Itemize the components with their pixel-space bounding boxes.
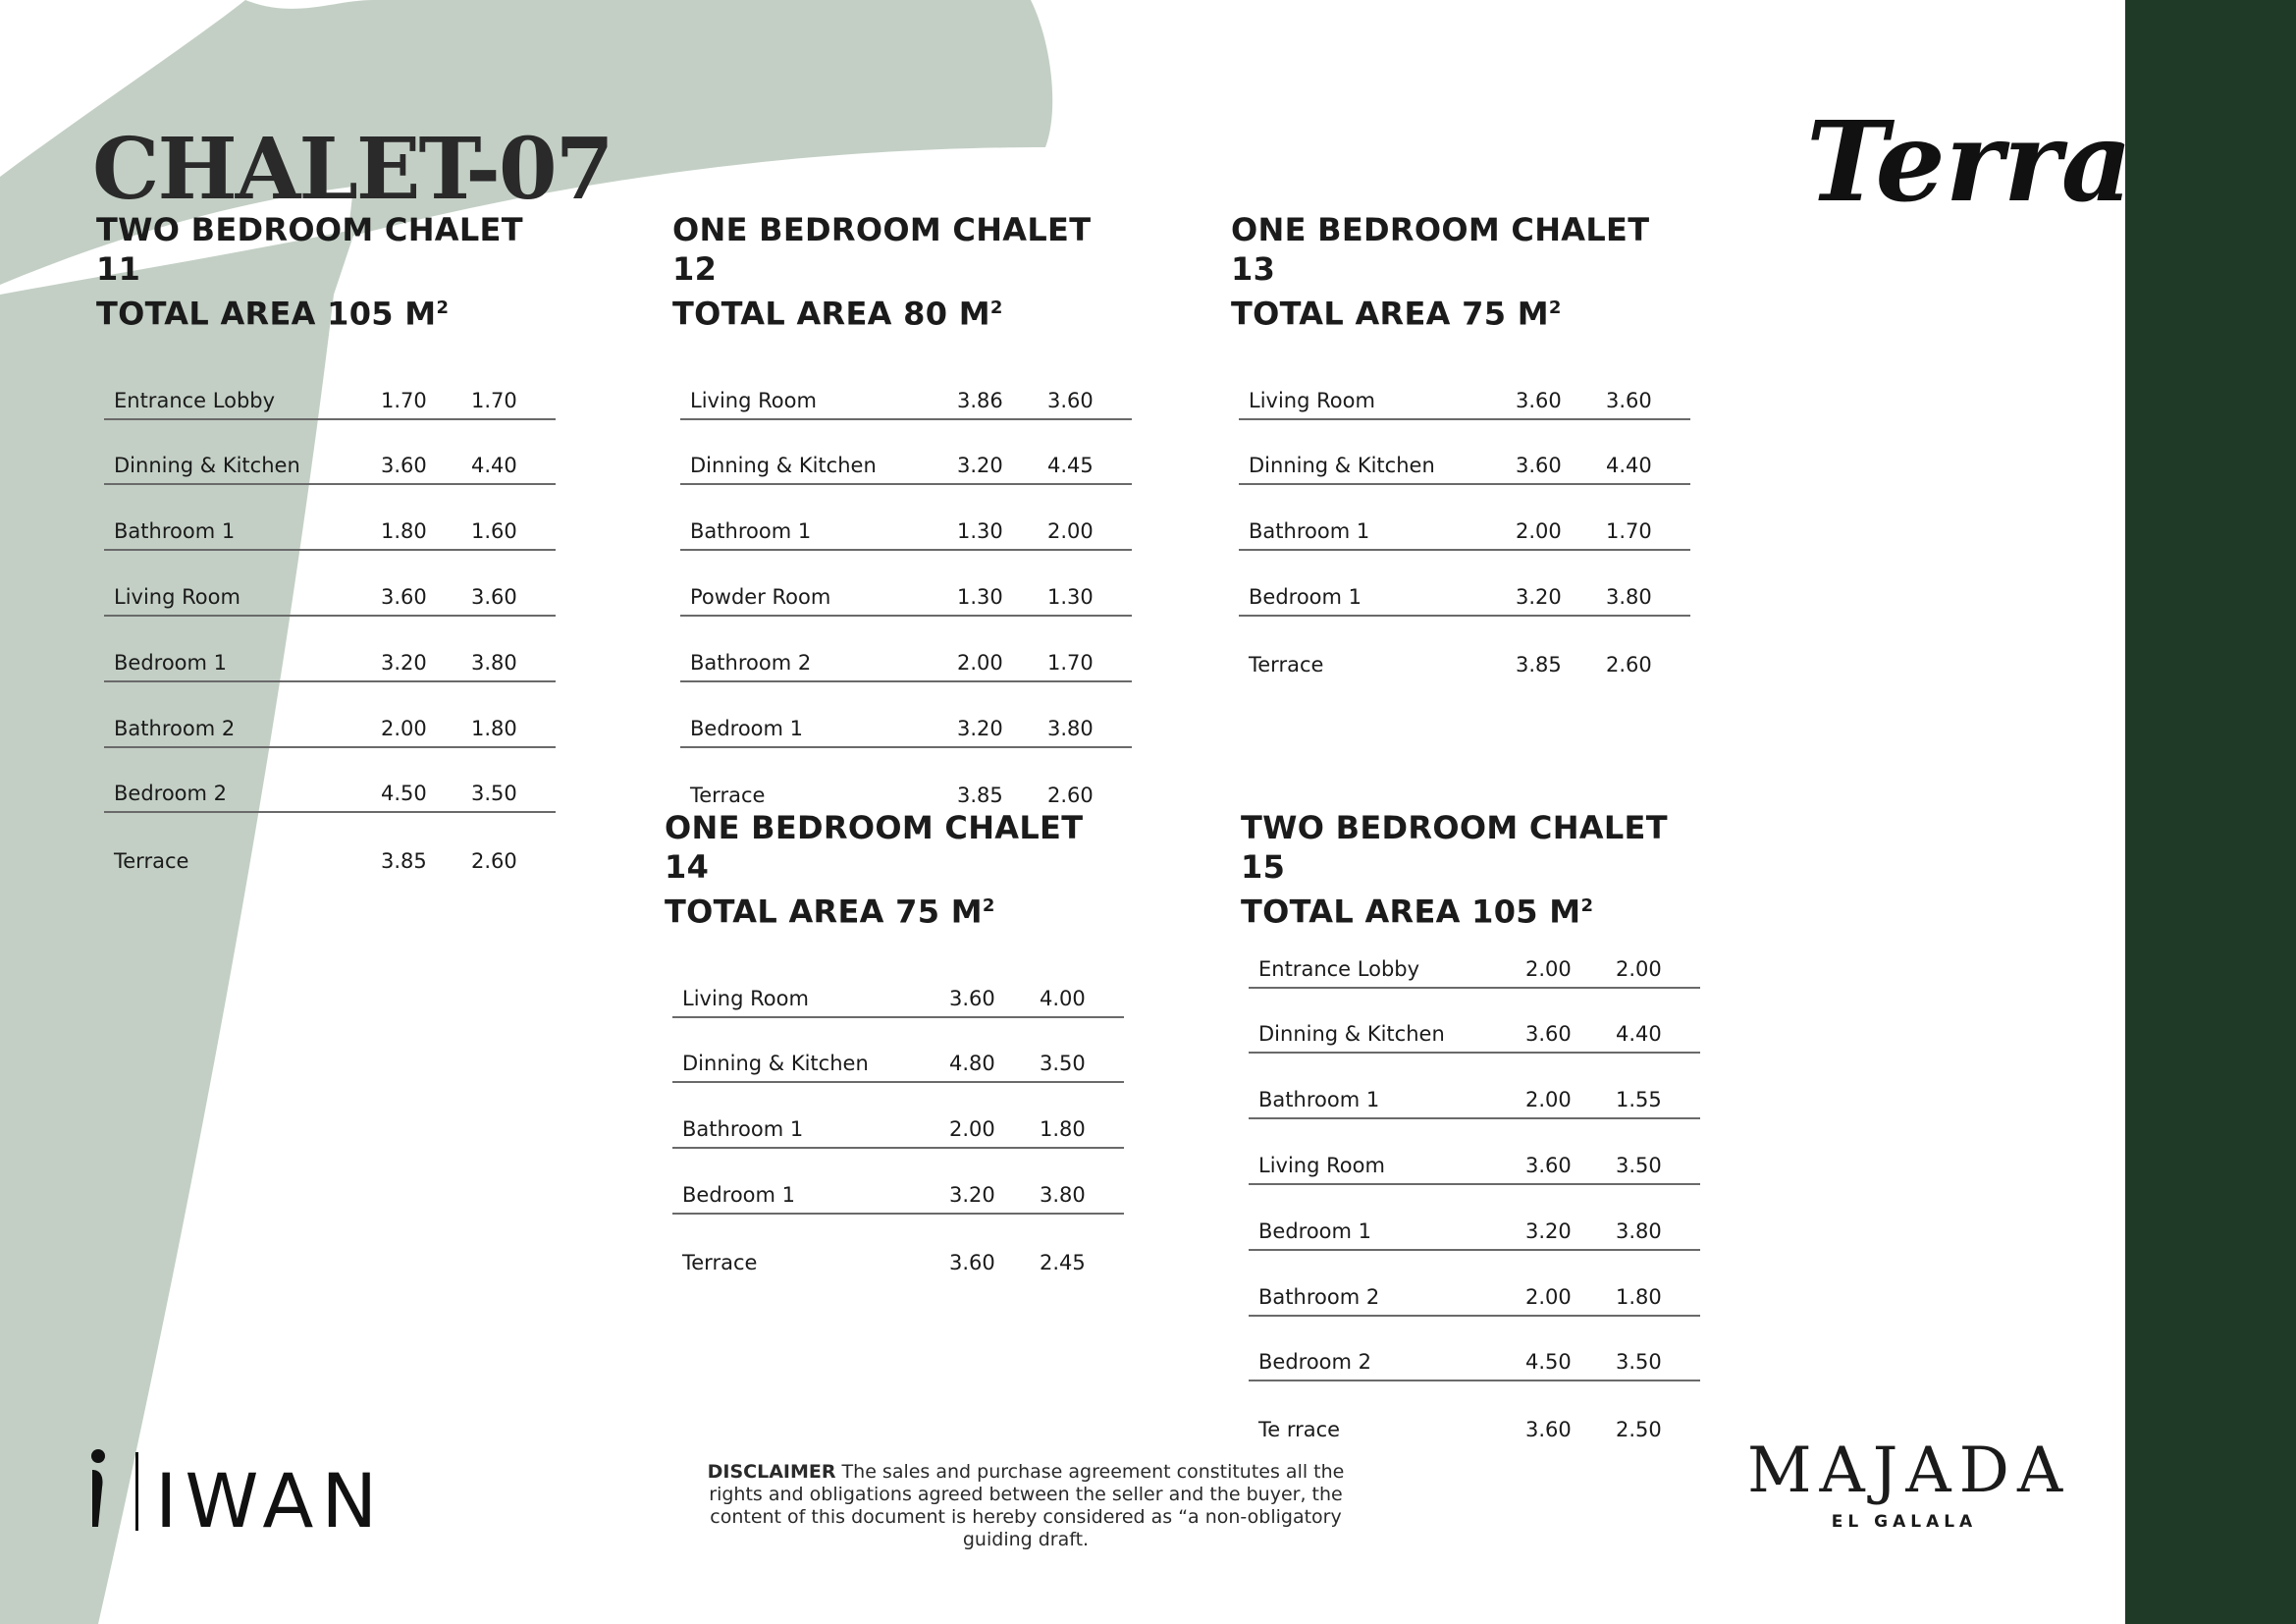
disclaimer-label: DISCLAIMER <box>707 1461 836 1483</box>
room-name: Terrace <box>114 849 189 874</box>
room-dimension-1: 3.60 <box>949 1250 995 1274</box>
room-table <box>104 373 556 880</box>
room-name: Powder Room <box>690 585 831 610</box>
room-table <box>1249 942 1700 1448</box>
room-dimension-1: 1.70 <box>381 388 427 412</box>
room-dimension-2: 3.50 <box>1040 1052 1086 1076</box>
area-superscript: 2 <box>1580 895 1594 916</box>
chalet-type: ONE BEDROOM CHALET 13 <box>1231 211 1650 288</box>
area-superscript: 2 <box>982 895 995 916</box>
room-name: Bathroom 1 <box>1249 519 1370 544</box>
room-row <box>1249 1185 1700 1251</box>
room-dimension-1: 1.30 <box>957 585 1003 610</box>
room-name: Bathroom 2 <box>690 650 812 675</box>
room-name: Bedroom 1 <box>682 1183 796 1208</box>
room-dimension-2: 4.00 <box>1040 986 1086 1010</box>
room-name: Bedroom 1 <box>1258 1218 1372 1243</box>
room-dimension-2: 1.70 <box>1047 650 1094 675</box>
room-dimension-2: 3.80 <box>1616 1218 1662 1243</box>
room-dimension-1: 4.80 <box>949 1052 995 1076</box>
chalet-heading <box>96 210 567 334</box>
chalet-heading <box>672 210 1144 334</box>
disclaimer-text: The sales and purchase agreement constitutes all the rights and obligations agreed between the seller and the buyer, the content of this document is hereby considered as “a non-obligatory guiding draft. <box>709 1461 1345 1550</box>
area-superscript: 2 <box>1548 298 1562 318</box>
room-dimension-1: 4.50 <box>1525 1350 1572 1375</box>
room-row <box>680 748 1132 814</box>
room-dimension-1: 2.00 <box>1525 1284 1572 1309</box>
majada-wordmark: MAJADA <box>1747 1435 2071 1507</box>
room-dimension-1: 2.00 <box>949 1117 995 1142</box>
room-dimension-1: 3.86 <box>957 388 1003 412</box>
iwan-wordmark: IWAN <box>155 1457 386 1544</box>
room-name: Living Room <box>1258 1154 1385 1178</box>
room-row <box>680 551 1132 617</box>
room-dimension-2: 1.55 <box>1616 1088 1662 1112</box>
room-name: Living Room <box>1249 388 1375 412</box>
room-name: Bedroom 2 <box>114 782 228 806</box>
chalet-type: TWO BEDROOM CHALET 11 <box>96 211 523 288</box>
page-title: CHALET-07 <box>92 119 613 219</box>
room-dimension-1: 3.20 <box>949 1183 995 1208</box>
room-row <box>672 1215 1124 1280</box>
room-dimension-1: 3.60 <box>1525 1022 1572 1047</box>
room-name: Bedroom 1 <box>1249 585 1362 610</box>
room-dimension-2: 4.40 <box>1616 1022 1662 1047</box>
room-dimension-1: 3.60 <box>949 986 995 1010</box>
room-name: Dinning & Kitchen <box>1249 454 1435 478</box>
room-dimension-1: 3.20 <box>957 716 1003 740</box>
room-dimension-1: 4.50 <box>381 782 427 806</box>
room-dimension-2: 3.50 <box>1616 1350 1662 1375</box>
chalet-area: TOTAL AREA 75 M <box>1231 295 1549 333</box>
room-dimension-2: 3.80 <box>1606 585 1652 610</box>
room-name: Terrace <box>682 1250 758 1274</box>
room-dimension-1: 3.60 <box>381 454 427 478</box>
room-row <box>672 1018 1124 1084</box>
room-row <box>104 682 556 748</box>
room-dimension-1: 1.80 <box>381 519 427 544</box>
majada-subtitle: EL GALALA <box>1831 1512 1978 1532</box>
room-name: Bathroom 1 <box>690 519 812 544</box>
room-name: Entrance Lobby <box>114 388 276 412</box>
room-dimension-1: 2.00 <box>1525 956 1572 981</box>
room-dimension-1: 2.00 <box>381 716 427 740</box>
room-name: Living Room <box>682 986 809 1010</box>
room-name: Bathroom 2 <box>114 716 236 740</box>
chalet-area: TOTAL AREA 80 M <box>672 295 990 333</box>
room-row <box>680 420 1132 486</box>
room-dimension-2: 3.80 <box>1040 1183 1086 1208</box>
room-row <box>1239 551 1690 617</box>
room-name: Bedroom 1 <box>114 650 228 675</box>
room-dimension-2: 2.60 <box>1047 784 1094 808</box>
room-name: Living Room <box>690 388 817 412</box>
room-row <box>1249 1381 1700 1447</box>
room-row <box>672 1149 1124 1215</box>
chalet-area: TOTAL AREA 105 M <box>1241 893 1581 931</box>
chalet-type: ONE BEDROOM CHALET 14 <box>665 809 1084 886</box>
chalet-type: TWO BEDROOM CHALET 15 <box>1241 809 1668 886</box>
room-row <box>104 748 556 814</box>
room-dimension-2: 2.00 <box>1616 956 1662 981</box>
area-superscript: 2 <box>436 298 450 318</box>
room-row <box>104 485 556 551</box>
room-dimension-2: 1.30 <box>1047 585 1094 610</box>
chalet-type: ONE BEDROOM CHALET 12 <box>672 211 1092 288</box>
room-row <box>104 813 556 879</box>
room-dimension-2: 4.40 <box>1606 454 1652 478</box>
room-name: Dinning & Kitchen <box>690 454 877 478</box>
area-superscript: 2 <box>989 298 1003 318</box>
room-name: Bathroom 1 <box>114 519 236 544</box>
room-dimension-2: 1.80 <box>1040 1117 1086 1142</box>
room-dimension-2: 2.60 <box>1606 652 1652 677</box>
room-dimension-1: 3.85 <box>957 784 1003 808</box>
room-row <box>1249 1317 1700 1382</box>
room-row <box>104 420 556 486</box>
room-name: Dinning & Kitchen <box>114 454 300 478</box>
room-row <box>1249 1054 1700 1119</box>
room-row <box>672 1083 1124 1149</box>
room-name: Living Room <box>114 585 240 610</box>
room-dimension-2: 3.60 <box>471 585 517 610</box>
room-row <box>104 373 556 420</box>
room-dimension-1: 3.60 <box>1525 1418 1572 1442</box>
room-dimension-1: 2.00 <box>1516 519 1562 544</box>
chalet-11-card <box>96 210 567 879</box>
disclaimer <box>687 1461 1364 1551</box>
room-dimension-2: 1.80 <box>471 716 517 740</box>
room-dimension-1: 3.85 <box>1516 652 1562 677</box>
room-name: Entrance Lobby <box>1258 956 1420 981</box>
chalet-heading <box>665 808 1136 932</box>
room-row <box>1239 485 1690 551</box>
room-name: Bathroom 2 <box>1258 1284 1380 1309</box>
room-dimension-1: 1.30 <box>957 519 1003 544</box>
chalet-12-card <box>672 210 1144 813</box>
chalet-heading <box>1241 808 1712 932</box>
room-dimension-1: 3.60 <box>1516 454 1562 478</box>
svg-text:Terra: Terra <box>1806 98 2133 227</box>
room-dimension-2: 2.60 <box>471 849 517 874</box>
room-name: Bedroom 2 <box>1258 1350 1372 1375</box>
room-row <box>1249 942 1700 989</box>
chalet-15-card <box>1241 808 1712 1447</box>
chalet-13-card <box>1231 210 1702 682</box>
terra-logo <box>1796 84 2133 232</box>
room-name: Bathroom 1 <box>682 1117 804 1142</box>
iwan-logo <box>86 1448 410 1544</box>
room-dimension-2: 3.50 <box>1616 1154 1662 1178</box>
room-dimension-2: 2.45 <box>1040 1250 1086 1274</box>
majada-logo <box>1747 1435 2071 1543</box>
room-dimension-2: 1.60 <box>471 519 517 544</box>
room-name: Terrace <box>690 784 766 808</box>
room-dimension-1: 3.60 <box>1525 1154 1572 1178</box>
room-dimension-2: 3.60 <box>1606 388 1652 412</box>
room-name: Dinning & Kitchen <box>1258 1022 1445 1047</box>
room-row <box>1239 420 1690 486</box>
room-dimension-2: 2.00 <box>1047 519 1094 544</box>
room-dimension-2: 1.70 <box>471 388 517 412</box>
room-dimension-1: 3.60 <box>381 585 427 610</box>
room-dimension-1: 3.60 <box>1516 388 1562 412</box>
room-name: Terrace <box>1249 652 1324 677</box>
side-band <box>2125 0 2296 1624</box>
room-table <box>1239 373 1690 682</box>
room-row <box>104 551 556 617</box>
room-dimension-2: 3.80 <box>471 650 517 675</box>
room-dimension-2: 2.50 <box>1616 1418 1662 1442</box>
room-table <box>672 971 1124 1280</box>
room-name: Te rrace <box>1258 1418 1341 1442</box>
room-row <box>1249 1251 1700 1317</box>
room-row <box>672 971 1124 1018</box>
room-dimension-2: 3.60 <box>1047 388 1094 412</box>
room-dimension-1: 2.00 <box>957 650 1003 675</box>
chalet-area: TOTAL AREA 75 M <box>665 893 983 931</box>
chalet-14-card <box>665 808 1136 1280</box>
room-name: Bathroom 1 <box>1258 1088 1380 1112</box>
room-dimension-2: 4.40 <box>471 454 517 478</box>
room-table <box>680 373 1132 814</box>
room-row <box>680 485 1132 551</box>
room-dimension-2: 3.50 <box>471 782 517 806</box>
room-row <box>1239 373 1690 420</box>
room-dimension-1: 3.20 <box>1525 1218 1572 1243</box>
room-row <box>1249 989 1700 1055</box>
chalet-heading <box>1231 210 1702 334</box>
room-row <box>680 617 1132 682</box>
room-dimension-2: 1.70 <box>1606 519 1652 544</box>
room-row <box>680 373 1132 420</box>
room-dimension-1: 2.00 <box>1525 1088 1572 1112</box>
room-dimension-1: 3.20 <box>381 650 427 675</box>
chalet-area: TOTAL AREA 105 M <box>96 295 437 333</box>
room-dimension-1: 3.20 <box>1516 585 1562 610</box>
room-row <box>680 682 1132 748</box>
room-row <box>1249 1119 1700 1185</box>
room-dimension-2: 1.80 <box>1616 1284 1662 1309</box>
room-name: Dinning & Kitchen <box>682 1052 869 1076</box>
room-dimension-2: 3.80 <box>1047 716 1094 740</box>
room-dimension-1: 3.20 <box>957 454 1003 478</box>
room-dimension-1: 3.85 <box>381 849 427 874</box>
room-row <box>104 617 556 682</box>
room-dimension-2: 4.45 <box>1047 454 1094 478</box>
room-row <box>1239 617 1690 682</box>
room-name: Bedroom 1 <box>690 716 804 740</box>
